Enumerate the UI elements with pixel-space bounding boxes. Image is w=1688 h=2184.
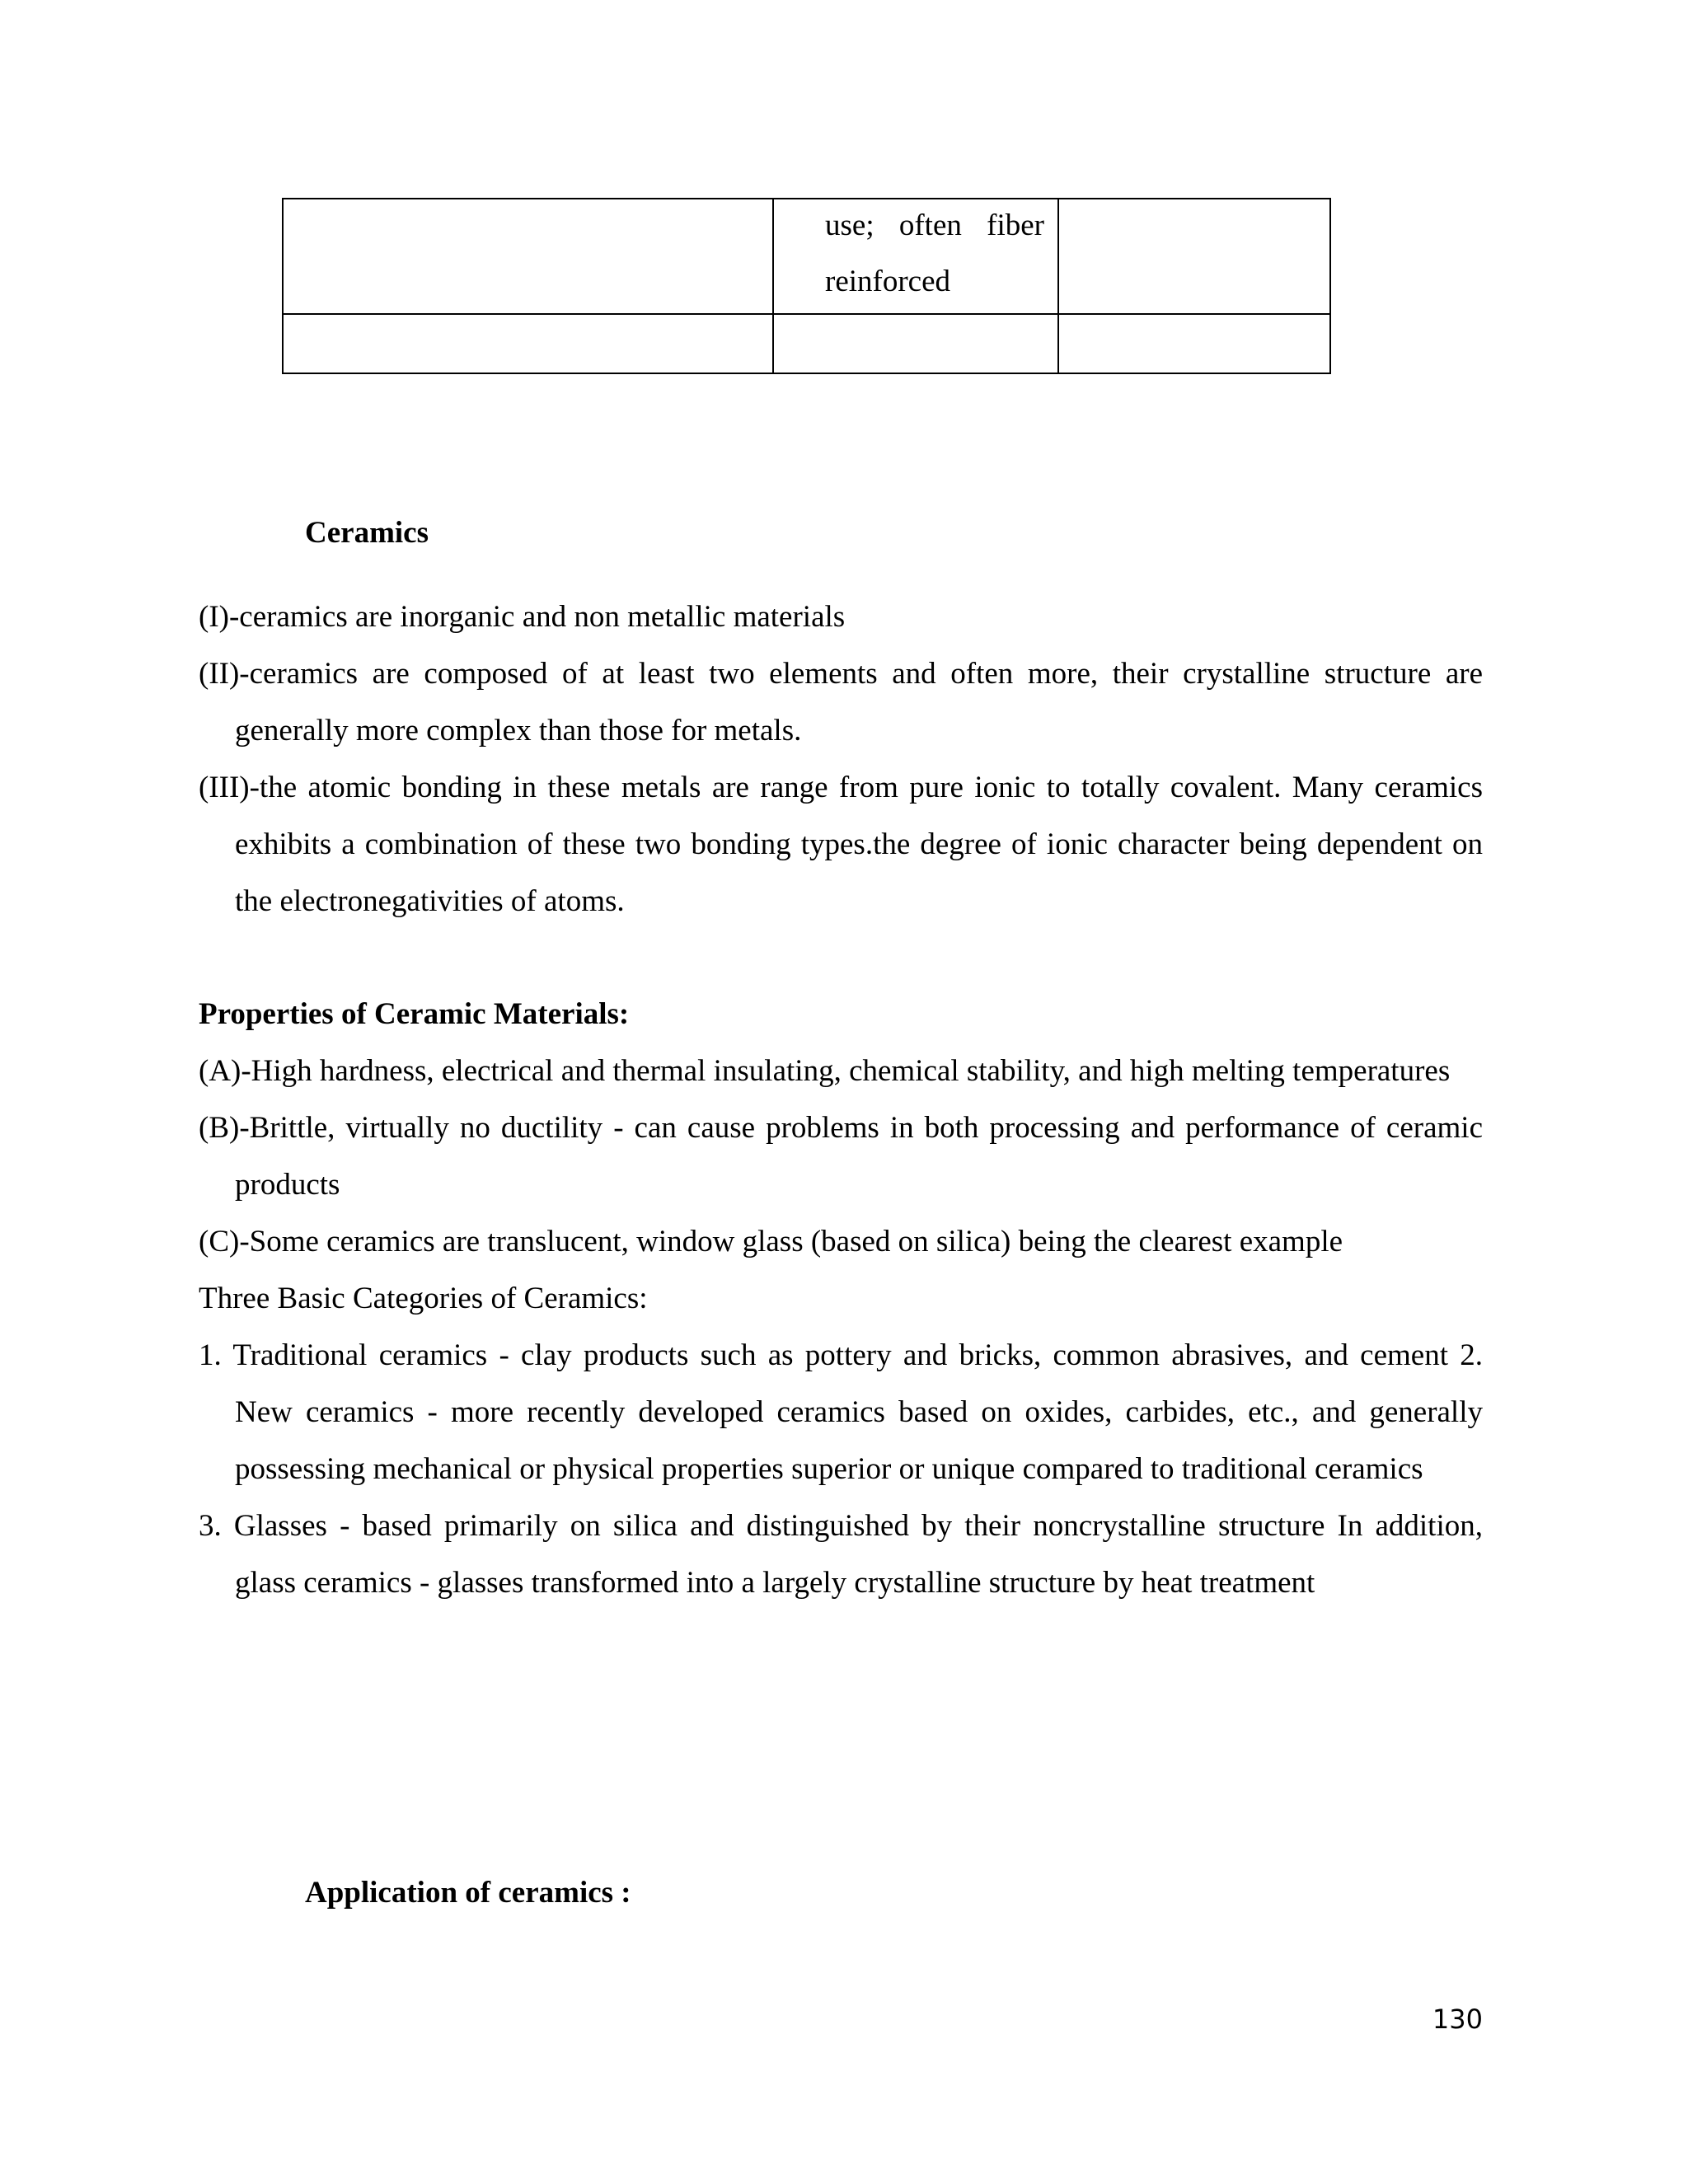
table-cell: [773, 199, 1058, 314]
section-heading-application: Application of ceramics :: [305, 1876, 631, 1910]
section-heading-ceramics: Ceramics: [305, 516, 429, 550]
table-cell: [283, 314, 773, 373]
properties-list: [199, 1043, 1483, 1611]
list-item: (A)-High hardness, electrical and thermal insulating, chemical stability, and high melting temperatures: [199, 1054, 1451, 1088]
categories-title: Three Basic Categories of Ceramics:: [199, 1282, 648, 1315]
table-row: [283, 199, 1330, 314]
list-item: (B)-Brittle, virtually no ductility - can cause problems in both processing and performance of ceramic products: [199, 1111, 1483, 1202]
table-cell-line: use; often fiber: [825, 209, 1044, 242]
table-fragment: [282, 198, 1331, 374]
table-cell: [1058, 199, 1330, 314]
table-cell: [1058, 314, 1330, 373]
table-cell: [773, 314, 1058, 373]
table-cell-line: reinforced: [825, 265, 951, 298]
list-item: (III)-the atomic bonding in these metals are range from pure ionic to totally covalent. Many ceramics exhibits a combination of these two bonding types.the degree of ionic character being dependent on the electronegativities of atoms.: [199, 771, 1483, 918]
list-item: (C)-Some ceramics are translucent, window glass (based on silica) being the clearest example: [199, 1225, 1343, 1258]
table-cell: [283, 199, 773, 314]
list-item: 1. Traditional ceramics - clay products such as pottery and bricks, common abrasives, and cement 2. New ceramics - more recently developed ceramics based on oxides, carbides, etc., and generally possessing mechanical or physical properties superior or unique compared to traditional ceramics: [199, 1338, 1483, 1486]
list-item: (II)-ceramics are composed of at least two elements and often more, their crystalline structure are generally more complex than those for metals.: [199, 657, 1483, 748]
table-row: [283, 314, 1330, 373]
section-heading-properties: Properties of Ceramic Materials:: [199, 997, 630, 1031]
page-number: 130: [1432, 2004, 1483, 2035]
list-item: 3. Glasses - based primarily on silica and distinguished by their noncrystalline structure In addition, glass ceramics - glasses transformed into a largely crystalline structure by heat treatment: [199, 1509, 1483, 1600]
list-item: (I)-ceramics are inorganic and non metallic materials: [199, 600, 846, 634]
ceramics-definition-list: [199, 588, 1483, 930]
